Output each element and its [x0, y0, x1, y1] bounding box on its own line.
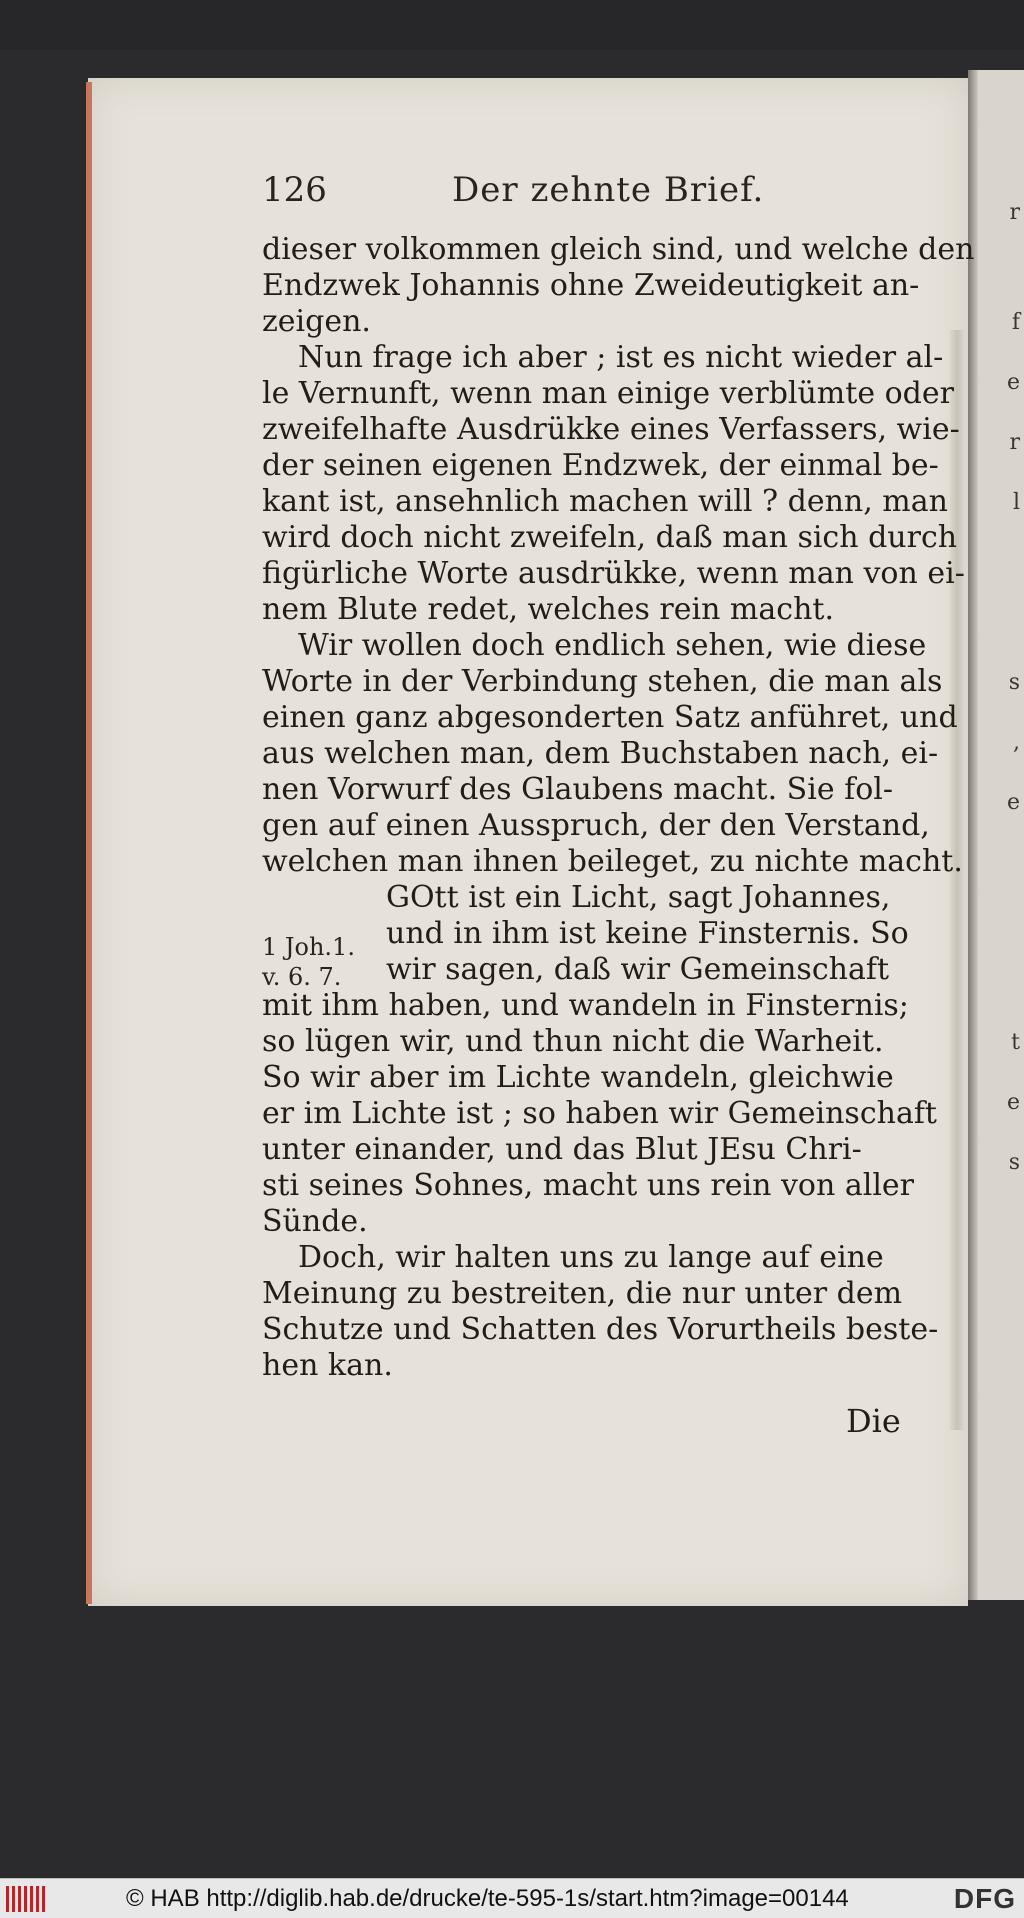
text-line: sti seines Sohnes, macht uns rein von aller	[262, 1168, 915, 1203]
text-line: Worte in der Verbindung stehen, die man als	[262, 664, 943, 699]
text-line: Meinung zu bestreiten, die nur unter dem	[262, 1276, 903, 1311]
running-head	[262, 170, 912, 216]
adjacent-glyph: r	[1009, 200, 1020, 225]
page-number: 126	[262, 170, 327, 210]
text-line: zeigen.	[262, 304, 371, 339]
text-line: Endzwek Johannis ohne Zweideutigkeit an-	[262, 268, 920, 303]
copyright-link[interactable]: © HAB http://diglib.hab.de/drucke/te-595-1s/start.htm?image=00144	[126, 1885, 849, 1912]
scan-top-strip	[0, 0, 1024, 50]
text-line: nem Blute redet, welches rein macht.	[262, 592, 834, 627]
text-line: nen Vorwurf des Glaubens macht. Sie fol-	[262, 772, 894, 807]
text-line: Nun frage ich aber ; ist es nicht wieder al-	[298, 340, 944, 375]
page-curl-shadow	[950, 330, 964, 1430]
text-line: mit ihm haben, und wandeln in Finsternis;	[262, 988, 909, 1023]
adjacent-glyph: s	[1008, 1150, 1020, 1175]
text-line: wir sagen, daß wir Gemeinschaft	[386, 952, 889, 987]
text-line: Wir wollen doch endlich sehen, wie diese	[298, 628, 927, 663]
text-line: dieser volkommen gleich sind, und welche den	[262, 232, 975, 267]
adjacent-glyph: e	[1006, 370, 1020, 395]
adjacent-glyph: r	[1009, 430, 1020, 455]
text-line: le Vernunft, wenn man einige verblümte oder	[262, 376, 954, 411]
text-line: und in ihm ist keine Finsternis. So	[386, 916, 909, 951]
catchword: Die	[846, 1402, 901, 1440]
adjacent-page-edge	[968, 70, 1024, 1600]
text-line: kant ist, ansehnlich machen will ? denn, man	[262, 484, 948, 519]
adjacent-glyph: f	[1011, 310, 1020, 335]
text-line: aus welchen man, dem Buchstaben nach, ei-	[262, 736, 939, 771]
page-title: Der zehnte Brief.	[452, 170, 765, 210]
page-red-edge	[86, 82, 92, 1604]
margin-note	[262, 932, 362, 992]
adjacent-glyph: l	[1012, 490, 1020, 515]
text-line: So wir aber im Lichte wandeln, gleichwie	[262, 1060, 894, 1095]
margin-note-line: v. 6. 7.	[262, 963, 342, 991]
text-line: Sünde.	[262, 1204, 368, 1239]
page-gutter	[968, 70, 978, 1600]
adjacent-glyph: e	[1006, 1090, 1020, 1115]
text-line: Schutze und Schatten des Vorurtheils beste-	[262, 1312, 939, 1347]
text-line: zweifelhafte Ausdrükke eines Verfassers, wie-	[262, 412, 960, 447]
text-line: er im Lichte ist ; so haben wir Gemeinschaft	[262, 1096, 937, 1131]
text-line: welchen man ihnen beileget, zu nichte macht.	[262, 844, 963, 879]
adjacent-glyph: ,	[1013, 730, 1020, 755]
barcode-logo-icon	[6, 1886, 46, 1912]
text-line: GOtt ist ein Licht, sagt Johannes,	[386, 880, 891, 915]
text-line: gen auf einen Ausspruch, der den Verstand,	[262, 808, 930, 843]
margin-note-line: 1 Joh.1.	[262, 933, 355, 961]
text-line: figürliche Worte ausdrükke, wenn man von ei-	[262, 556, 965, 591]
text-line: einen ganz abgesonderten Satz anführet, und	[262, 700, 958, 735]
text-line: unter einander, und das Blut JEsu Chri-	[262, 1132, 862, 1167]
dfg-logo: DFG	[953, 1883, 1016, 1914]
adjacent-glyph: s	[1008, 670, 1020, 695]
text-line: Doch, wir halten uns zu lange auf eine	[298, 1240, 884, 1275]
text-line: der seinen eigenen Endzwek, der einmal be-	[262, 448, 939, 483]
adjacent-glyph: t	[1011, 1030, 1020, 1055]
adjacent-glyph: e	[1006, 790, 1020, 815]
viewer-footer	[0, 1878, 1024, 1918]
text-line: wird doch nicht zweifeln, daß man sich durch	[262, 520, 958, 555]
text-line: so lügen wir, und thun nicht die Warheit.	[262, 1024, 884, 1059]
text-line: hen kan.	[262, 1348, 393, 1383]
